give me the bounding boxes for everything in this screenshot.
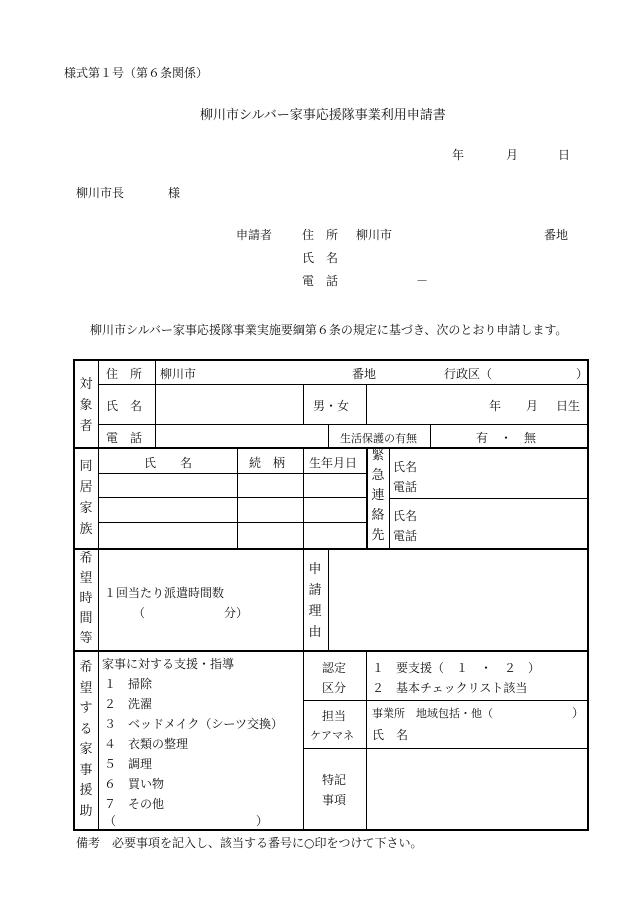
- emergency-name-label-2: 氏名: [393, 509, 418, 523]
- applicant-address-label: 住 所: [302, 228, 339, 242]
- subject-birth-day: 日生: [556, 399, 581, 413]
- cohabitant-col-name: 氏 名: [144, 456, 193, 470]
- emergency-phone-label-1: 電話: [393, 480, 418, 494]
- cert-label-1: 認定: [322, 661, 347, 675]
- subject-gender[interactable]: 男・女: [313, 399, 350, 413]
- applicant-address-suffix: 番地: [544, 228, 569, 242]
- form-number: 様式第１号（第６条関係）: [64, 66, 209, 80]
- date-year-label: 年: [452, 148, 465, 162]
- support-item[interactable]: ６ 買い物: [104, 777, 165, 791]
- subject-ward-label: 行政区（: [444, 367, 493, 381]
- time-section-label: 希 望 時 間 等: [79, 551, 93, 646]
- addressee: 柳川市長: [76, 186, 125, 200]
- statement: 柳川市シルバー家事応援隊事業実施要綱第６条の規定に基づき、次のとおり申請します。: [90, 323, 568, 337]
- subject-address-value[interactable]: 柳川市: [160, 367, 197, 381]
- emergency-section-label: 緊 急 連 絡 先: [371, 448, 385, 543]
- date-month-label: 月: [506, 148, 519, 162]
- applicant-phone-dash: －: [416, 274, 429, 288]
- support-other-open: （: [104, 814, 117, 828]
- support-item[interactable]: ７ その他: [104, 797, 165, 811]
- support-item[interactable]: ３ ベッドメイク（シーツ交換）: [104, 717, 283, 731]
- remarks: 備考 必要事項を記入し、該当する番号に○印をつけて下さい。: [76, 836, 423, 850]
- support-heading: 家事に対する支援・指導: [102, 657, 235, 671]
- reason-label: 申 請 理 由: [308, 562, 322, 640]
- subject-banchi: 番地: [352, 367, 377, 381]
- date-day-label: 日: [558, 148, 571, 162]
- cert-label-2: 区分: [322, 681, 347, 695]
- support-section-label: 希 望 す る 家 事 援 助: [79, 660, 93, 819]
- cert-option-1[interactable]: １ 要支援（ １ ・ ２ ）: [372, 661, 541, 675]
- emergency-name-label-1: 氏名: [393, 460, 418, 474]
- manager-office-label: 事業所 地域包括・他（: [372, 707, 493, 720]
- notes-label-1: 特記: [322, 773, 347, 787]
- notes-label-2: 事項: [322, 793, 347, 807]
- addressee-suffix: 様: [168, 186, 181, 200]
- manager-label-2: ケアマネ: [310, 729, 354, 742]
- dispatch-hours-label: １回当たり派遣時間数: [104, 586, 225, 600]
- form-title: 柳川市シルバー家事応援隊事業利用申請書: [200, 108, 446, 123]
- subject-name-label: 氏 名: [106, 399, 143, 413]
- subject-section-label: 対 象 者: [79, 377, 93, 434]
- emergency-phone-label-2: 電話: [393, 529, 418, 543]
- subject-welfare-label: 生活保護の有無: [340, 432, 417, 445]
- subject-phone-label: 電 話: [106, 431, 143, 445]
- subject-birth-month: 月: [526, 399, 539, 413]
- manager-name-label: 氏 名: [372, 728, 409, 742]
- applicant-address-value[interactable]: 柳川市: [356, 228, 393, 242]
- support-item[interactable]: ４ 衣類の整理: [104, 737, 189, 751]
- support-other-close: ）: [256, 814, 269, 828]
- cohabitant-section-label: 同 居 家 族: [79, 459, 93, 537]
- applicant-label: 申請者: [236, 228, 273, 242]
- support-item[interactable]: １ 掃除: [104, 677, 153, 691]
- dispatch-minutes-open: （: [133, 606, 146, 620]
- support-item[interactable]: ２ 洗濯: [104, 697, 153, 711]
- cohabitant-col-relation: 続 柄: [249, 456, 286, 470]
- subject-ward-close: ）: [576, 367, 589, 381]
- manager-label-1: 担当: [322, 709, 347, 723]
- support-item[interactable]: ５ 調理: [104, 757, 153, 771]
- manager-office-close: ）: [572, 706, 585, 720]
- applicant-name-label: 氏 名: [302, 251, 339, 265]
- subject-birth-year: 年: [489, 399, 502, 413]
- subject-address-label: 住 所: [106, 367, 143, 381]
- cohabitant-col-birth: 生年月日: [309, 456, 358, 470]
- cert-option-2[interactable]: ２ 基本チェックリスト該当: [372, 681, 528, 695]
- applicant-phone-label: 電 話: [302, 274, 339, 288]
- subject-welfare-value[interactable]: 有 ・ 無: [476, 431, 537, 445]
- dispatch-minutes-close: 分）: [224, 606, 249, 620]
